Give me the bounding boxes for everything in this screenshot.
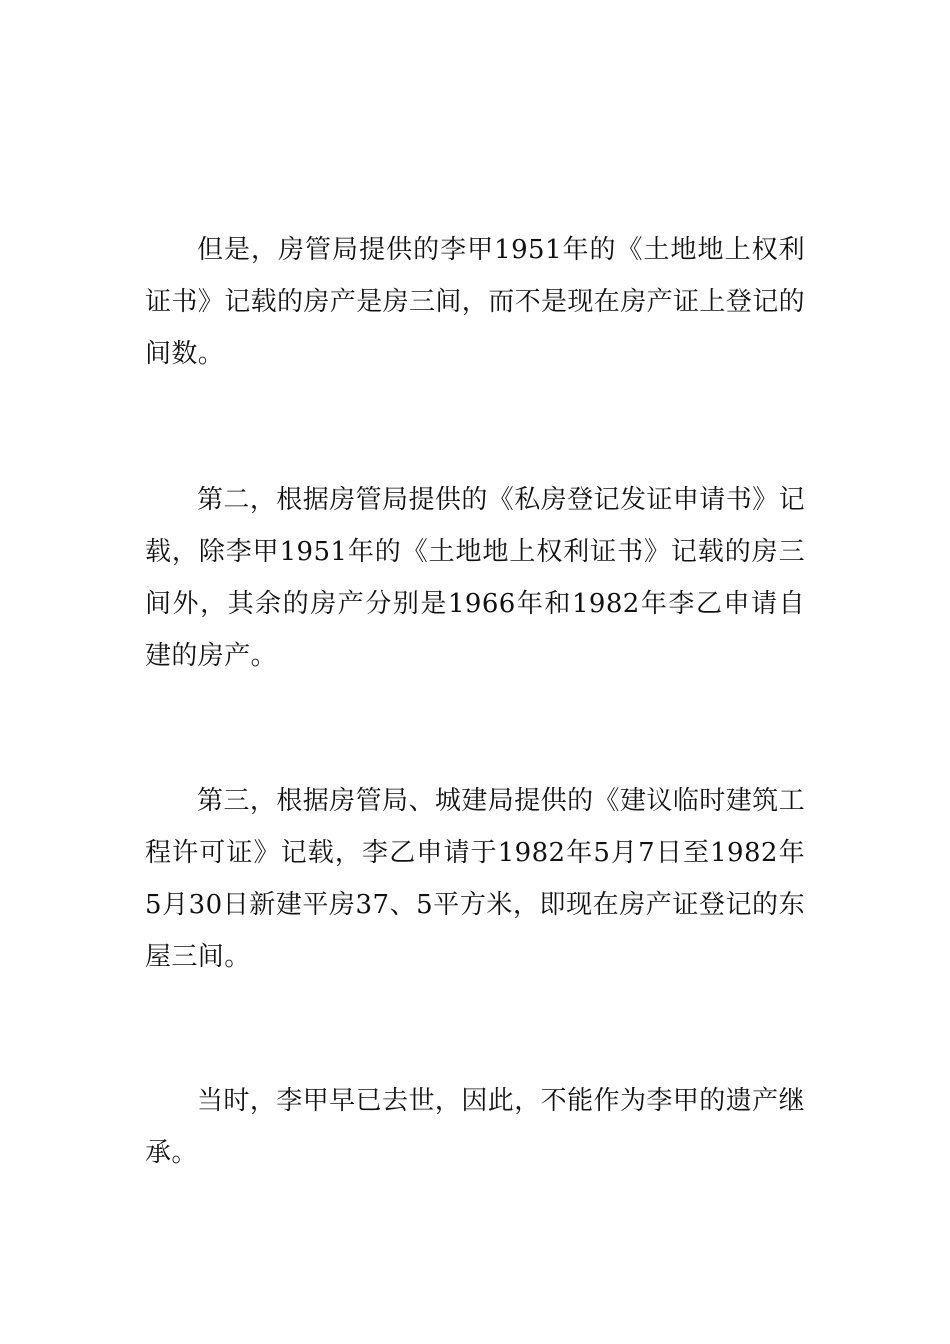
paragraph-3: 第三，根据房管局、城建局提供的《建议临时建筑工程许可证》记载，李乙申请于1982年5月7日至1982年5月30日新建平房37、5平方米，即现在房产证登记的东屋三间。	[145, 786, 805, 972]
paragraph-4: 当时，李甲早已去世，因此，不能作为李甲的遗产继承。	[145, 1086, 805, 1168]
paragraph-1: 但是，房管局提供的李甲1951年的《土地地上权利证书》记载的房产是房三间，而不是现在房产证上登记的间数。	[145, 235, 806, 369]
paragraph-2: 第二，根据房管局提供的《私房登记发证申请书》记载，除李甲1951年的《土地地上权利证书》记载的房三间外，其余的房产分别是1966年和1982年李乙申请自建的房产。	[145, 485, 805, 671]
